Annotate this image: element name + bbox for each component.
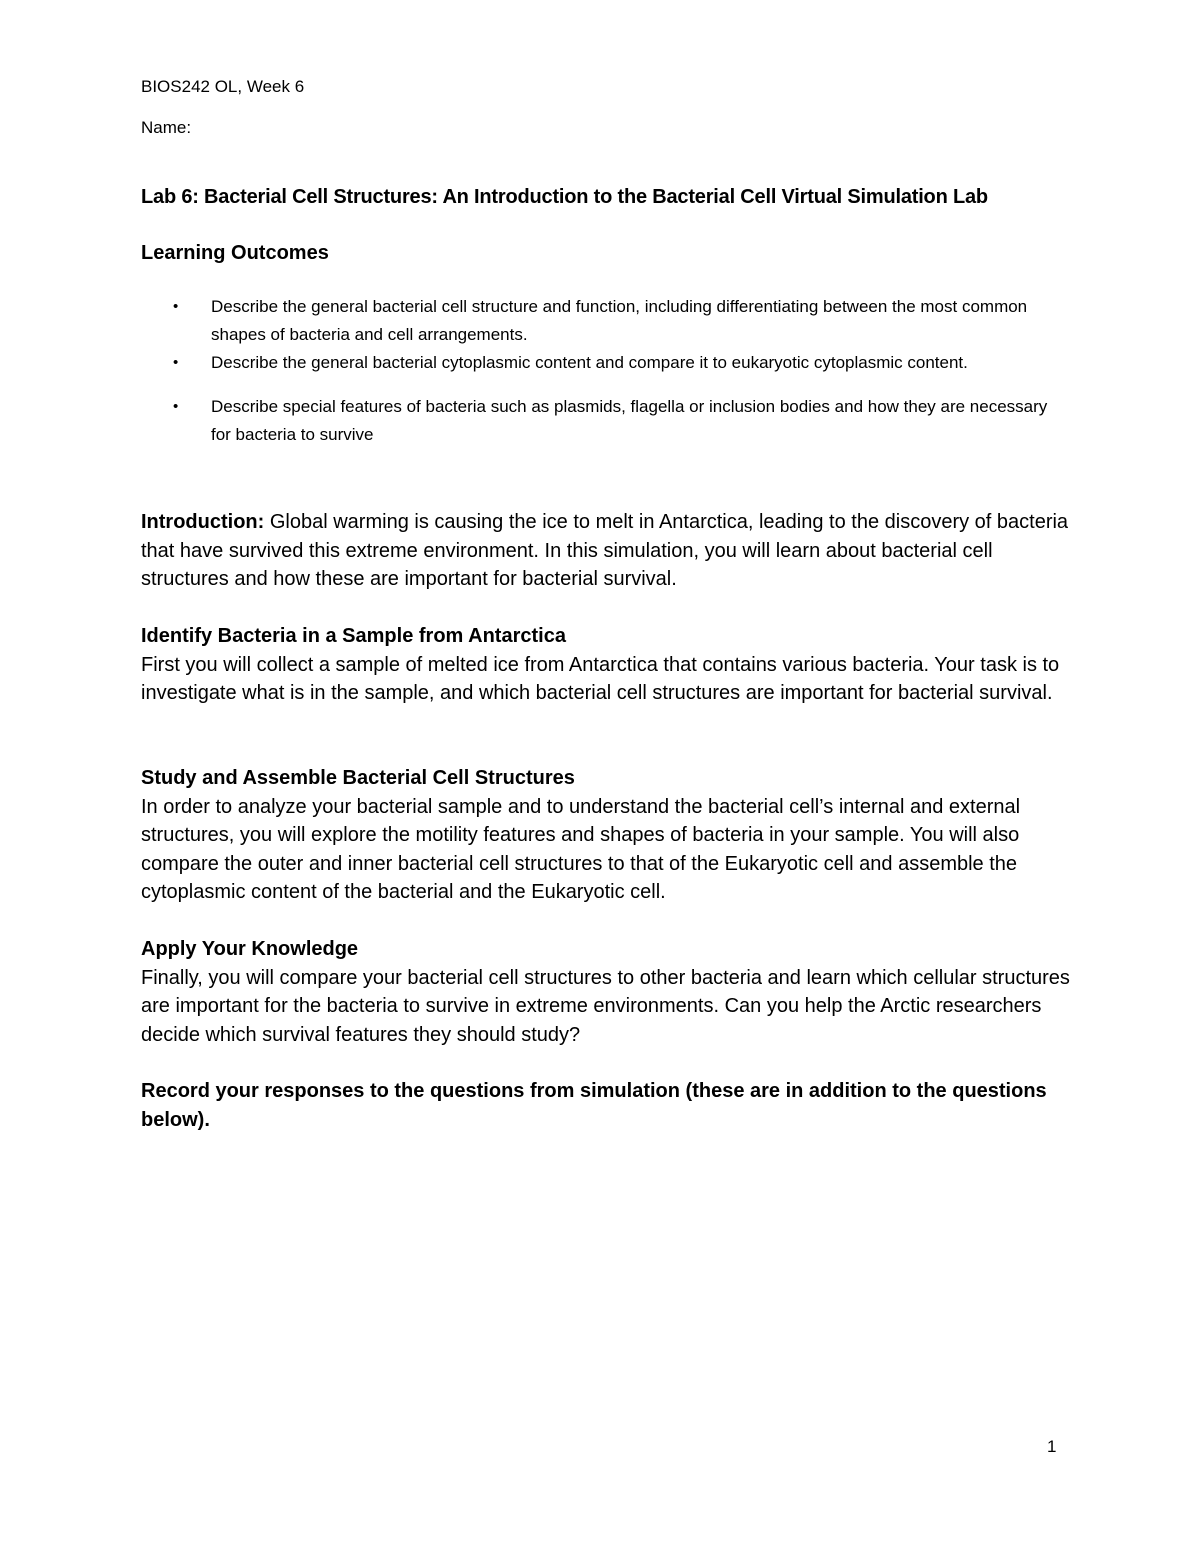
list-item <box>141 293 1071 349</box>
section-heading: Study and Assemble Bacterial Cell Structures <box>141 767 575 789</box>
introduction-label: Introduction: <box>141 511 265 533</box>
course-header: BIOS242 OL, Week 6 <box>141 77 305 96</box>
study-assemble-section <box>141 764 1081 907</box>
section-heading: Identify Bacteria in a Sample from Antarctica <box>141 625 566 647</box>
page-number: 1 <box>1047 1437 1057 1456</box>
introduction-paragraph <box>141 508 1081 594</box>
section-text: First you will collect a sample of melted ice from Antarctica that contains various bacteria. Your task is to investigate what is in the sample, and which bacterial cell structures are important for bacterial survival. <box>141 653 1060 705</box>
outcome-text: Describe the general bacterial cytoplasmic content and compare it to eukaryotic cytoplasmic content. <box>211 353 968 372</box>
learning-outcomes-list <box>141 293 1071 449</box>
introduction-text: Global warming is causing the ice to melt in Antarctica, leading to the discovery of bacteria that have survived this extreme environment. In this simulation, you will learn about bacterial cell structures and how these are important for bacterial survival. <box>141 511 1069 591</box>
learning-outcomes-heading: Learning Outcomes <box>141 242 329 264</box>
list-item <box>141 349 1071 377</box>
lab-title: Lab 6: Bacterial Cell Structures: An Introduction to the Bacterial Cell Virtual Simulation Lab <box>141 186 988 208</box>
bullet-icon: • <box>173 298 179 315</box>
name-label: Name: <box>141 118 192 137</box>
outcome-text: Describe special features of bacteria such as plasmids, flagella or inclusion bodies and how they are necessary for bacteria to survive <box>211 397 1048 444</box>
section-text: Finally, you will compare your bacterial cell structures to other bacteria and learn which cellular structures are important for the bacteria to survive in extreme environments. Can you help the Arctic researchers decide which survival features they should study? <box>141 966 1070 1046</box>
record-responses-note: Record your responses to the questions from simulation (these are in addition to the questions below). <box>141 1080 1047 1131</box>
apply-knowledge-section <box>141 935 1081 1049</box>
bullet-icon: • <box>173 398 179 415</box>
list-item <box>141 393 1071 449</box>
identify-bacteria-section <box>141 622 1081 708</box>
bullet-icon: • <box>173 354 179 371</box>
section-heading: Apply Your Knowledge <box>141 938 359 960</box>
section-text: In order to analyze your bacterial sample and to understand the bacterial cell’s internal and external structures, you will explore the motility features and shapes of bacteria in your sample. You will also compare the outer and inner bacterial cell structures to that of the Eukaryotic cell and assemble the cytoplasmic content of the bacterial and the Eukaryotic cell. <box>141 795 1021 904</box>
outcome-text: Describe the general bacterial cell structure and function, including differentiating between the most common shapes of bacteria and cell arrangements. <box>211 297 1028 344</box>
